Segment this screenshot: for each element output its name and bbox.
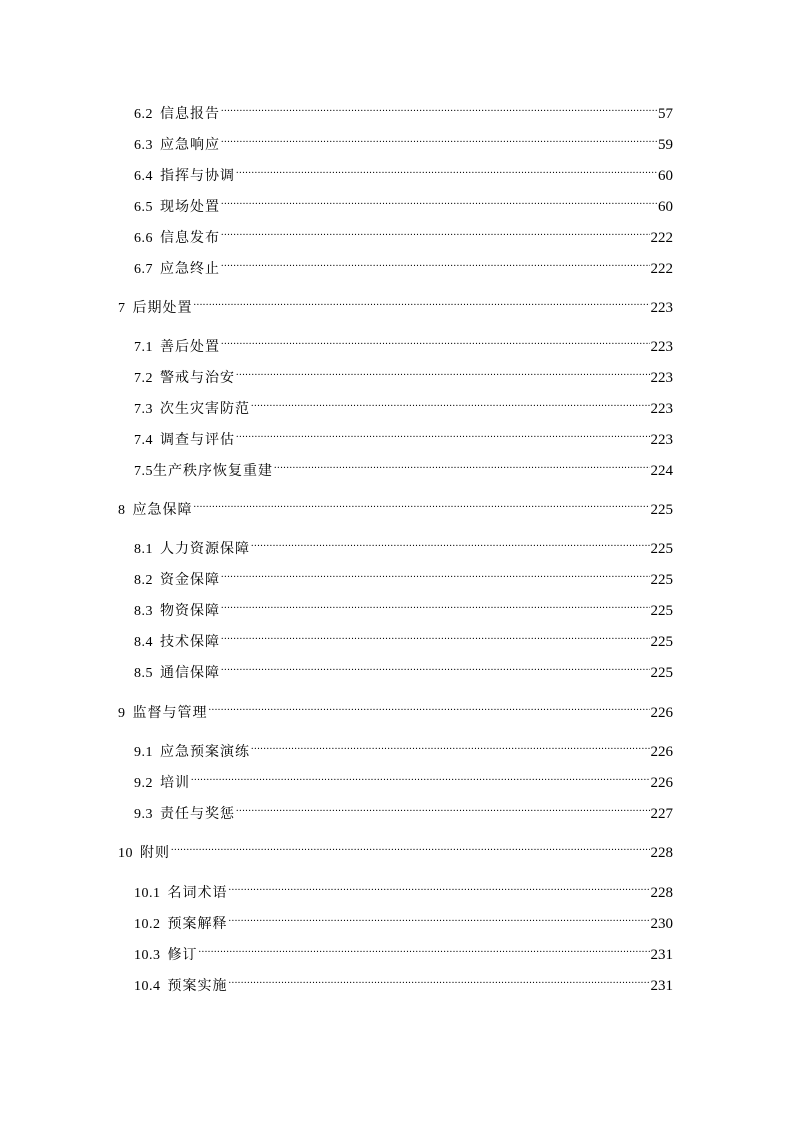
toc-entry[interactable] [134, 906, 673, 932]
toc-entry-number: 6.4 [134, 169, 153, 184]
toc-entry-number: 10.4 [134, 979, 161, 994]
toc-entry-page-number: 224 [650, 463, 673, 479]
toc-dot-leader [221, 624, 650, 646]
toc-entry-number: 8.3 [134, 604, 153, 619]
toc-dot-leader [209, 695, 650, 717]
toc-entry[interactable] [134, 453, 673, 479]
toc-entry-page-number: 226 [650, 744, 673, 760]
toc-entry-title: 次生灾害防范 [160, 401, 250, 417]
toc-entry-number: 7.4 [134, 433, 153, 448]
toc-entry-page-number: 225 [650, 541, 673, 557]
toc-entry-page-number: 231 [650, 947, 673, 963]
toc-entry[interactable] [134, 593, 673, 619]
toc-entry-number: 6.6 [134, 231, 153, 246]
toc-dot-leader [199, 937, 650, 959]
toc-entry-title: 应急保障 [132, 502, 193, 518]
toc-dot-leader [194, 290, 650, 312]
toc-dot-leader [229, 968, 650, 990]
toc-entry-number: 10.2 [134, 917, 161, 932]
toc-entry-page-number: 225 [650, 603, 673, 619]
toc-entry-number: 9 [118, 706, 126, 721]
toc-entry-title: 应急终止 [160, 261, 220, 277]
toc-dot-leader [251, 531, 650, 553]
toc-entry-page-number: 225 [650, 502, 673, 518]
toc-entry-title: 监督与管理 [132, 705, 208, 721]
toc-entry-page-number: 60 [658, 168, 673, 184]
toc-entry-number: 6.5 [134, 200, 153, 215]
toc-entry[interactable] [134, 968, 673, 994]
toc-entry-page-number: 223 [650, 300, 673, 316]
toc-entry-number: 6.2 [134, 107, 153, 122]
toc-entry-number: 7.5 [134, 464, 153, 479]
toc-entry-title: 人力资源保障 [160, 541, 250, 557]
toc-entry-number: 7.1 [134, 340, 153, 355]
toc-entry-title: 责任与奖惩 [160, 806, 235, 822]
toc-entry[interactable] [118, 290, 673, 316]
toc-entry[interactable] [134, 562, 673, 588]
toc-entry[interactable] [134, 127, 673, 153]
toc-entry-page-number: 226 [650, 705, 673, 721]
toc-entry-number: 9.3 [134, 807, 153, 822]
toc-entry-title: 修订 [167, 947, 198, 963]
toc-entry-number: 9.2 [134, 776, 153, 791]
toc-entry-number: 7.2 [134, 371, 153, 386]
toc-entry-page-number: 223 [650, 370, 673, 386]
toc-entry-page-number: 228 [650, 845, 673, 861]
toc-dot-leader [236, 360, 650, 382]
toc-entry-number: 7.3 [134, 402, 153, 417]
toc-entry[interactable] [134, 624, 673, 650]
toc-entry-number: 8.2 [134, 573, 153, 588]
toc-entry-page-number: 228 [650, 885, 673, 901]
toc-entry-title: 预案实施 [167, 978, 228, 994]
toc-entry[interactable] [134, 796, 673, 822]
toc-dot-leader [229, 906, 650, 928]
toc-entry-number: 7 [118, 301, 126, 316]
toc-dot-leader [229, 875, 650, 897]
toc-entry-title: 信息报告 [160, 106, 220, 122]
toc-entry-page-number: 57 [658, 106, 673, 122]
toc-entry-number: 8.4 [134, 635, 153, 650]
toc-entry-number: 8 [118, 503, 126, 518]
toc-entry[interactable] [118, 492, 673, 518]
toc-entry[interactable] [134, 765, 673, 791]
toc-entry-page-number: 223 [650, 432, 673, 448]
toc-entry-page-number: 222 [650, 230, 673, 246]
toc-dot-leader [236, 422, 650, 444]
toc-entry-title: 后期处置 [132, 300, 193, 316]
toc-entry[interactable] [134, 422, 673, 448]
toc-dot-leader [221, 189, 657, 211]
toc-entry-title: 善后处置 [160, 339, 220, 355]
toc-entry-page-number: 60 [658, 199, 673, 215]
toc-entry-number: 10.1 [134, 886, 161, 901]
toc-entry[interactable] [134, 531, 673, 557]
toc-entry-page-number: 225 [650, 665, 673, 681]
toc-dot-leader [171, 835, 650, 857]
toc-entry[interactable] [134, 158, 673, 184]
toc-entry[interactable] [134, 391, 673, 417]
toc-entry-page-number: 231 [650, 978, 673, 994]
toc-entry[interactable] [118, 695, 673, 721]
toc-entry-page-number: 59 [658, 137, 673, 153]
toc-entry[interactable] [134, 220, 673, 246]
toc-entry[interactable] [134, 189, 673, 215]
toc-entry-title: 应急响应 [160, 137, 220, 153]
toc-entry[interactable] [134, 655, 673, 681]
toc-entry-number: 10 [118, 846, 133, 861]
toc-entry-number: 6.3 [134, 138, 153, 153]
toc-dot-leader [221, 127, 657, 149]
toc-entry-title: 预案解释 [167, 916, 228, 932]
toc-entry-title: 生产秩序恢复重建 [153, 463, 273, 479]
toc-entry[interactable] [134, 937, 673, 963]
toc-entry[interactable] [134, 251, 673, 277]
toc-dot-leader [221, 220, 650, 242]
toc-entry-title: 指挥与协调 [160, 168, 235, 184]
toc-entry[interactable] [134, 96, 673, 122]
toc-entry[interactable] [134, 734, 673, 760]
toc-entry-page-number: 222 [650, 261, 673, 277]
toc-dot-leader [251, 734, 650, 756]
toc-entry-title: 资金保障 [160, 572, 220, 588]
toc-entry[interactable] [118, 835, 673, 861]
toc-entry[interactable] [134, 360, 673, 386]
toc-entry-page-number: 230 [650, 916, 673, 932]
toc-entry-title: 现场处置 [160, 199, 220, 215]
toc-dot-leader [221, 593, 650, 615]
toc-entry-title: 警戒与治安 [160, 370, 235, 386]
toc-entry-title: 名词术语 [167, 885, 228, 901]
toc-dot-leader [251, 391, 650, 413]
toc-entry-page-number: 225 [650, 634, 673, 650]
toc-entry-page-number: 223 [650, 401, 673, 417]
toc-entry-title: 培训 [160, 775, 190, 791]
toc-dot-leader [221, 329, 650, 351]
toc-entry-title: 应急预案演练 [160, 744, 250, 760]
toc-entry-page-number: 225 [650, 572, 673, 588]
toc-dot-leader [221, 96, 657, 118]
toc-entry-title: 信息发布 [160, 230, 220, 246]
toc-dot-leader [221, 562, 650, 584]
toc-entry-page-number: 226 [650, 775, 673, 791]
toc-entry-title: 技术保障 [160, 634, 220, 650]
toc-entry[interactable] [134, 329, 673, 355]
toc-entry-number: 6.7 [134, 262, 153, 277]
toc-dot-leader [236, 796, 650, 818]
toc-dot-leader [274, 453, 650, 475]
toc-entry-page-number: 223 [650, 339, 673, 355]
toc-dot-leader [221, 655, 650, 677]
toc-entry-number: 10.3 [134, 948, 161, 963]
toc-entry-number: 8.5 [134, 666, 153, 681]
toc-dot-leader [194, 492, 650, 514]
toc-entry-title: 附则 [140, 845, 170, 861]
toc-entry-title: 物资保障 [160, 603, 220, 619]
toc-dot-leader [221, 251, 650, 273]
toc-entry-number: 9.1 [134, 745, 153, 760]
toc-entry-number: 8.1 [134, 542, 153, 557]
toc-entry[interactable] [134, 875, 673, 901]
toc-entry-page-number: 227 [650, 806, 673, 822]
toc-dot-leader [191, 765, 650, 787]
toc-dot-leader [236, 158, 657, 180]
toc-entry-title: 通信保障 [160, 665, 220, 681]
toc-entry-title: 调查与评估 [160, 432, 235, 448]
